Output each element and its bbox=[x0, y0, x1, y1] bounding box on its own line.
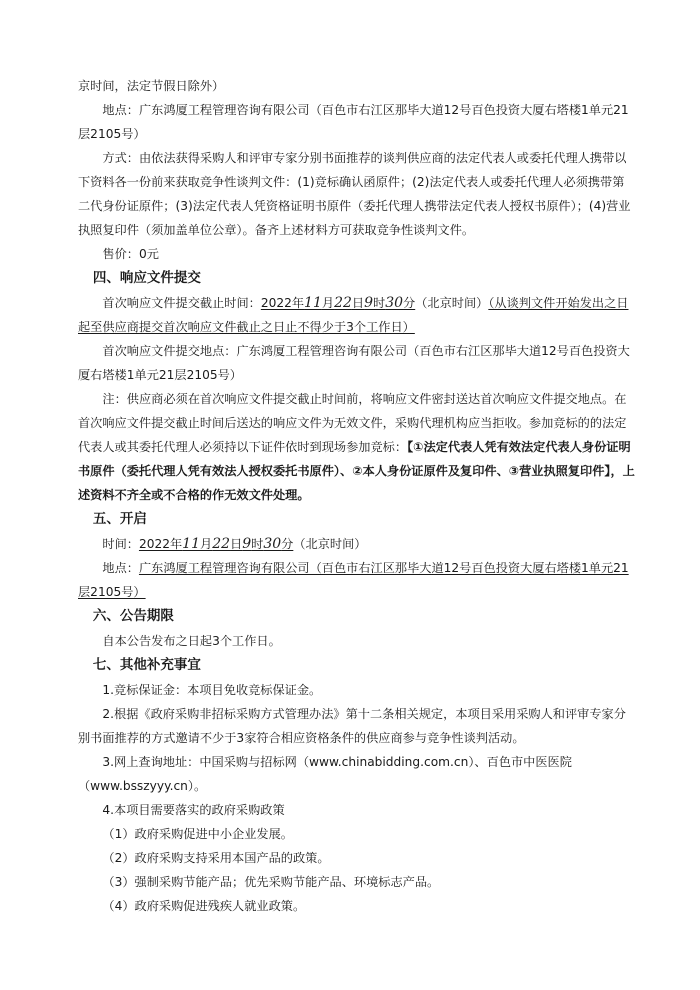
section7-item-2: 2.根据《政府采购非招标采购方式管理办法》第十二条相关规定，本项目采用采购人和评审专家分别书面推荐的方式邀请不少于3家符合相应资格条件的供应商参与竞争性谈判活动。 bbox=[78, 707, 626, 745]
section3-address: 地点：广东鸿厦工程管理咨询有限公司（百色市右江区那毕大道12号百色投资大厦右塔楼1单元21层2105号） bbox=[78, 103, 629, 141]
section3-method: 方式：由依法获得采购人和评审专家分别书面推荐的谈判供应商的法定代表人或委托代理人携带以下资料各一份前来获取竞争性谈判文件：(1)竞标确认函原件；(2)法定代表人或委托代理人必须携带第二代身份证原件；(3)法定代表人凭资格证明书原件（委托代理人携带法定代表人授权书原件）；(4)营业执照复印件（须加盖单位公章）。备齐上述材料方可获取竞争性谈判文件。 bbox=[78, 151, 631, 237]
handwritten-minute: 30 bbox=[263, 536, 282, 552]
section6-body: 自本公告发布之日起3个工作日。 bbox=[102, 634, 281, 648]
section4-deadline bbox=[78, 291, 636, 339]
deadline-note: （从谈判文件开始发出之日起至供应商提交首次响应文件截止之日止不得少于3个工作日） bbox=[78, 296, 629, 334]
handwritten-month: 11 bbox=[304, 295, 322, 311]
deadline-timezone: （北京时间） bbox=[415, 296, 489, 310]
handwritten-minute: 30 bbox=[385, 295, 404, 311]
section5-heading: 五、开启 bbox=[92, 511, 147, 527]
section5-time: 时间：2022年11月22日9时30分（北京时间） bbox=[102, 536, 367, 552]
policy-item-1: （1）政府采购促进中小企业发展。 bbox=[102, 827, 293, 841]
section7-heading: 七、其他补充事宜 bbox=[92, 657, 201, 673]
handwritten-month: 11 bbox=[182, 536, 200, 552]
required-documents-bold: 【①法定代表人凭有效法定代表人身份证明书原件（委托代理人凭有效法人授权委托书原件）、②本人身份证原件及复印件、③营业执照复印件】，上述资料不齐全或不合格的作无效文件处理。 bbox=[78, 440, 635, 502]
section3-price: 售价：0元 bbox=[102, 247, 159, 261]
section7-item-4: 4.本项目需要落实的政府采购政策 bbox=[102, 803, 285, 817]
section7-item-1: 1.竞标保证金：本项目免收竞标保证金。 bbox=[102, 683, 322, 697]
section3-continuation: 京时间，法定节假日除外） bbox=[78, 79, 225, 93]
handwritten-day: 22 bbox=[334, 295, 352, 311]
section4-note: 注：供应商必须在首次响应文件提交截止时间前，将响应文件密封送达首次响应文件提交地点。在首次响应文件提交截止时间后送达的响应文件为无效文件，采购代理机构应当拒收。参加竞标的的法定代表人或其委托代理人必须持以下证件依时到现场参加竞标：【①法定代表人凭有效法定代表人身份证明书原件（委托代理人凭有效法人授权委托书原件）、②本人身份证原件及复印件、③营业执照复印件】，上述资料不齐全或不合格的作无效文件处理。 bbox=[78, 392, 635, 502]
handwritten-day: 22 bbox=[212, 536, 231, 552]
handwritten-hour: 9 bbox=[242, 536, 252, 552]
deadline-datetime: 2022年11月22日9时30分 bbox=[260, 295, 416, 311]
handwritten-hour: 9 bbox=[364, 295, 373, 311]
opening-datetime: 2022年11月22日9时30分 bbox=[138, 536, 294, 552]
section5-address: 地点：广东鸿厦工程管理咨询有限公司（百色市右江区那毕大道12号百色投资大厦右塔楼1单元21层2105号） bbox=[78, 561, 629, 599]
opening-address: 广东鸿厦工程管理咨询有限公司（百色市右江区那毕大道12号百色投资大厦右塔楼1单元21层2105号） bbox=[78, 561, 629, 599]
deadline-label: 首次响应文件提交截止时间： bbox=[102, 296, 261, 310]
section4-heading: 四、响应文件提交 bbox=[92, 270, 201, 286]
section4-place: 首次响应文件提交地点：广东鸿厦工程管理咨询有限公司（百色市右江区那毕大道12号百色投资大厦右塔楼1单元21层2105号） bbox=[78, 344, 630, 382]
policy-item-4: （4）政府采购促进残疾人就业政策。 bbox=[102, 899, 306, 913]
policy-item-2: （2）政府采购支持采用本国产品的政策。 bbox=[102, 851, 330, 865]
section7-item-3: 3.网上查询地址：中国采购与招标网（www.chinabidding.com.cn）、百色市中医医院（www.bsszyyy.cn）。 bbox=[78, 755, 572, 793]
policy-item-3: （3）强制采购节能产品；优先采购节能产品、环境标志产品。 bbox=[102, 875, 440, 889]
section6-heading: 六、公告期限 bbox=[92, 608, 174, 624]
